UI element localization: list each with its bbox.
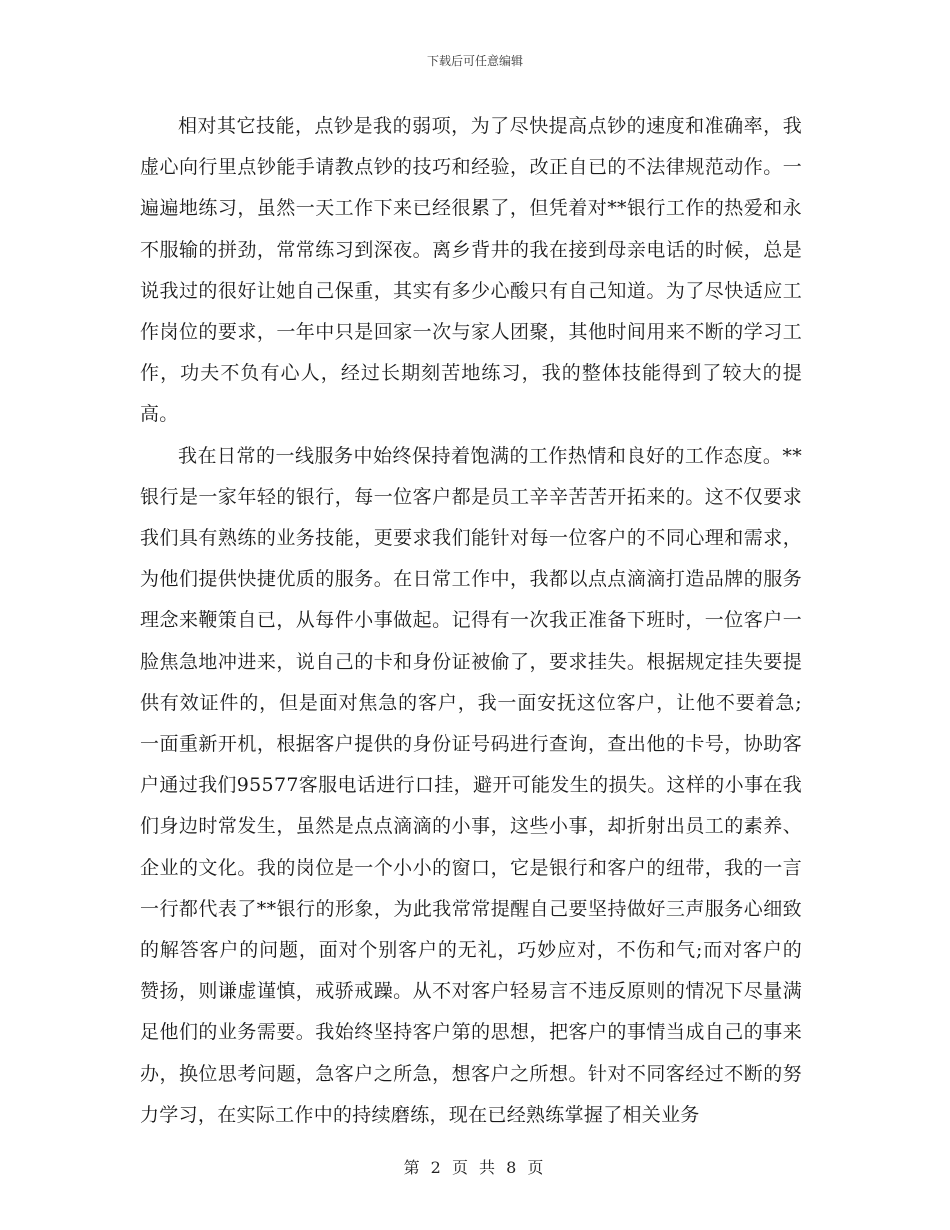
paragraph-1: 相对其它技能，点钞是我的弱项，为了尽快提高点钞的速度和准确率，我虚心向行里点钞能手请教点钞的技巧和经验，改正自已的不法律规范动作。一遍遍地练习，虽然一天工作下来已经很累了，但凭着对**银行工作的热爱和永不服输的拼劲，常常练习到深夜。离乡背井的我在接到母亲电话的时候，总是说我过的很好让她自己保重，其实有多少心酸只有自己知道。为了尽快适应工作岗位的要求，一年中只是回家一次与家人团聚，其他时间用来不断的学习工作，功夫不负有心人，经过长期刻苦地练习，我的整体技能得到了较大的提高。: [140, 115, 802, 426]
page-header: 下载后可任意编辑: [426, 54, 523, 68]
page-number-footer: 第 2 页 共 8 页: [403, 1158, 547, 1177]
paragraph-2: 我在日常的一线服务中始终保持着饱满的工作热情和良好的工作态度。**银行是一家年轻的银行，每一位客户都是员工辛辛苦苦开拓来的。这不仅要求我们具有熟练的业务技能，更要求我们能针对每一位客户的不同心理和需求，为他们提供快捷优质的服务。在日常工作中，我都以点点滴滴打造品牌的服务理念来鞭策自已，从每件小事做起。记得有一次我正准备下班时，一位客户一脸焦急地冲进来，说自己的卡和身份证被偷了，要求挂失。根据规定挂失要提供有效证件的，但是面对焦急的客户，我一面安抚这位客户，让他不要着急;一面重新开机，根据客户提供的身份证号码进行查询，查出他的卡号，协助客户通过我们95577客服电话进行口挂，避开可能发生的损失。这样的小事在我们身边时常发生，虽然是点点滴滴的小事，这些小事，却折射出员工的素养、企业的文化。我的岗位是一个小小的窗口，它是银行和客户的纽带，我的一言一行都代表了**银行的形象，为此我常常提醒自己要坚持做好三声服务心细致的解答客户的问题，面对个别客户的无礼，巧妙应对，不伤和气;而对客户的赞扬，则谦虚谨慎，戒骄戒躁。从不对客户轻易言不违反原则的情况下尽量满足他们的业务需要。我始终坚持客户第的思想，把客户的事情当成自己的事来办，换位思考问题，急客户之所急，想客户之所想。针对不同客经过不断的努力学习，在实际工作中的持续磨练，现在已经熟练掌握了相关业务: [140, 444, 802, 1126]
document-body: [140, 106, 802, 1136]
